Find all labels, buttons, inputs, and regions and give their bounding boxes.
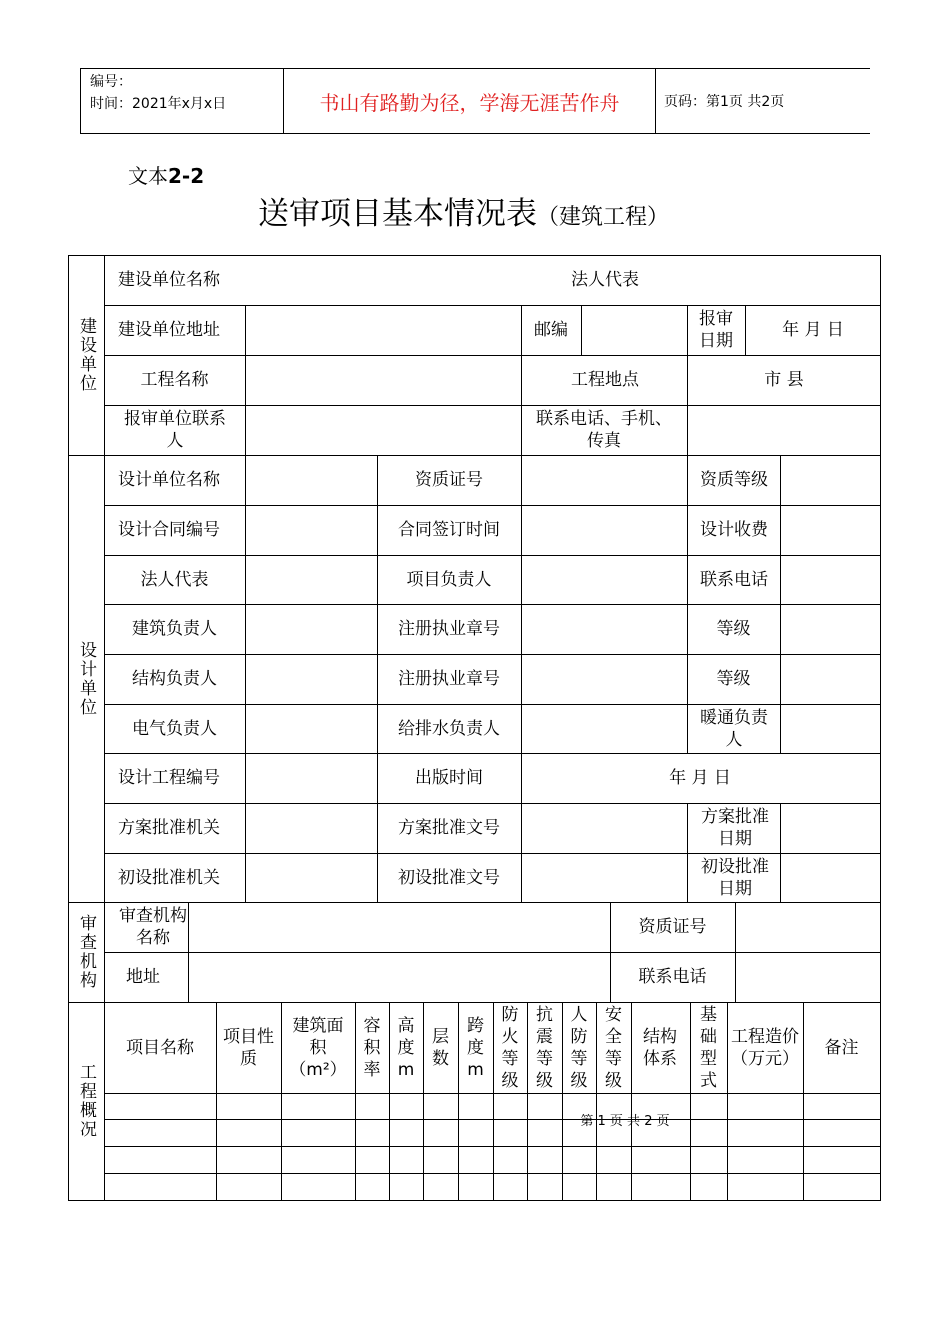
label-grade: 资质等级 [700,470,768,490]
section-overview: 工程概况 [76,1063,96,1139]
col-remarks: 备注 [824,1037,859,1058]
section-design: 设计单位 [76,640,96,717]
title-sub: （建筑工程） [537,205,670,230]
label-contact-phone: 联系电话 [700,569,768,590]
col-project-name: 项目名称 [126,1037,194,1058]
label-postcode: 邮编 [534,320,568,340]
page-title [258,188,669,233]
label-elec-lead: 电气负责人 [132,718,217,739]
col-structure: 结构体系 [643,1026,677,1069]
label-contact: 报审单位联系人 [124,409,226,451]
label-cert-no: 资质证号 [415,470,483,490]
col-project-nature: 项目性质 [223,1026,274,1069]
col-seismic-grade: 抗震等级 [536,1004,553,1091]
doc-label-prefix: 文本 [128,164,168,188]
col-height: 高度m [397,1015,415,1080]
col-plot-ratio: 容积率 [363,1015,381,1080]
label-publish-date: 出版时间 [415,768,483,788]
label-design-no: 设计工程编号 [118,768,220,788]
document-header [80,68,870,134]
col-span: 跨度m [467,1015,484,1080]
label-design-legal-rep: 法人代表 [140,569,209,590]
date-label: 时间：2021年x月x日 [90,96,227,112]
col-foundation: 基础型式 [700,1004,717,1091]
col-civil-defense: 人防等级 [570,1004,588,1091]
label-struct-lead: 结构负责人 [132,669,217,689]
label-prelim-date: 初设批准日期 [701,856,769,899]
label-review-org: 审查机构名称 [119,906,187,948]
motto: 书山有路勤为径，学海无涯苦作舟 [283,69,656,133]
label-review-phone: 联系电话 [638,967,707,987]
label-unit-address: 建设单位地址 [118,320,220,340]
label-reg-seal-2: 注册执业章号 [398,669,500,689]
label-arch-lead: 建筑负责人 [132,619,217,639]
col-building-area: 建筑面积（m²） [289,1015,347,1080]
footer-page: 第 1 页 共 2 页 [580,1114,670,1129]
label-level-2: 等级 [716,669,751,689]
label-fee: 设计收费 [700,520,768,540]
label-scheme-org: 方案批准机关 [118,818,220,838]
report-date-format: 年 月 日 [782,320,844,340]
col-safety-grade: 安全等级 [605,1004,622,1091]
city-county: 市 县 [764,370,804,390]
label-hvac-lead: 暖通负责人 [700,707,768,750]
number-label: 编号： [90,74,132,90]
label-sign-date: 合同签订时间 [398,520,500,540]
col-floors: 层数 [432,1026,449,1069]
publish-date-format: 年 月 日 [669,768,731,788]
col-cost: 工程造价（万元） [731,1026,799,1069]
label-scheme-doc: 方案批准文号 [398,818,500,838]
label-project-site: 工程地点 [571,370,639,390]
label-level: 等级 [716,619,751,639]
header-meta [81,69,283,133]
label-prelim-doc: 初设批准文号 [398,867,500,888]
label-project-lead: 项目负责人 [406,569,492,590]
label-phone: 联系电话、手机、传真 [536,409,672,451]
label-legal-rep: 法人代表 [571,270,639,290]
label-unit-name: 建设单位名称 [118,270,220,290]
page-label: 页码：第1页 共2页 [664,94,785,110]
label-reg-seal: 注册执业章号 [398,619,500,639]
col-fire-grade: 防火等级 [501,1004,519,1091]
title-main: 送审项目基本情况表 [258,196,537,232]
label-review-cert: 资质证号 [638,917,707,937]
section-construction: 建设单位 [76,317,96,393]
label-design-unit: 设计单位名称 [118,470,220,490]
doc-label [128,160,204,189]
label-report-date: 报审日期 [699,309,733,351]
label-contract-no: 设计合同编号 [118,520,220,540]
label-prelim-org: 初设批准机关 [118,867,220,888]
label-review-address: 地址 [126,967,160,987]
section-review: 审查机构 [76,914,96,990]
label-project-name: 工程名称 [140,370,209,390]
doc-label-num: 2-2 [168,164,205,188]
label-plumb-lead: 给排水负责人 [398,718,500,739]
label-scheme-date: 方案批准日期 [701,807,769,849]
